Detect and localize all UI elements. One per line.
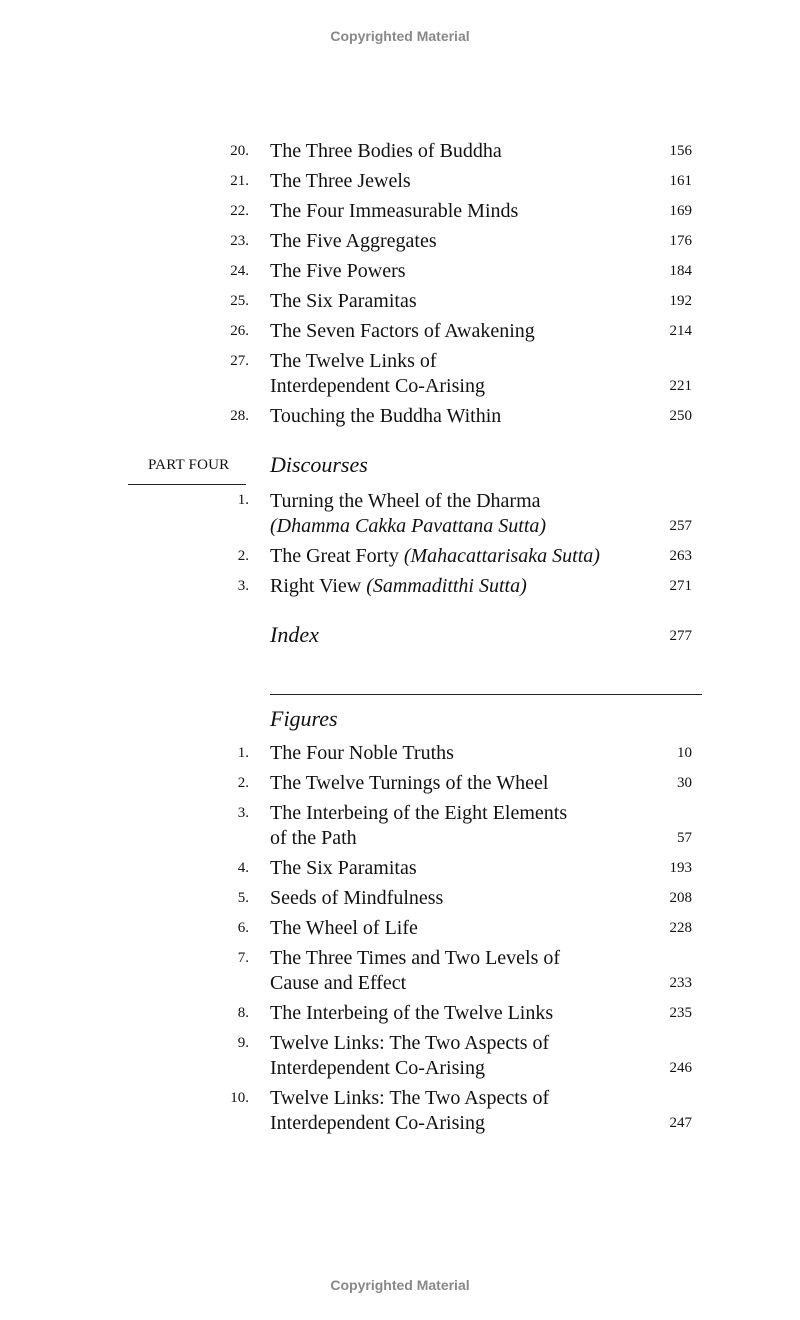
- entry-number: 28.: [230, 408, 249, 424]
- entry-title: of the Path: [270, 827, 357, 849]
- entry-title: The Interbeing of the Twelve Links: [270, 1002, 554, 1024]
- entry-number: 3.: [237, 805, 249, 821]
- entry-title: Interdependent Co-Arising: [270, 1112, 485, 1134]
- entry-number: 21.: [230, 173, 249, 189]
- entry-page: 214: [669, 323, 692, 339]
- entry-title: The Five Aggregates: [270, 230, 437, 252]
- entry-page: 169: [669, 203, 692, 219]
- entry-page: 221: [669, 378, 692, 394]
- entry-title: The Four Immeasurable Minds: [270, 200, 519, 222]
- entry-title: Interdependent Co-Arising: [270, 375, 485, 397]
- entry-number: 2.: [237, 548, 249, 564]
- entry-title: The Six Paramitas: [270, 857, 417, 879]
- figures-title: Figures: [270, 706, 338, 731]
- section-divider: [270, 694, 702, 695]
- entry-title: Seeds of Mindfulness: [270, 887, 444, 909]
- entry-page: 10: [677, 745, 692, 761]
- part-underline: [128, 484, 246, 485]
- entry-page: 247: [669, 1115, 692, 1131]
- entry-title: The Five Powers: [270, 260, 406, 282]
- entry-page: 57: [677, 830, 692, 846]
- entry-page: 156: [669, 143, 692, 159]
- entry-number: 24.: [230, 263, 249, 279]
- entry-number: 5.: [237, 890, 249, 906]
- entry-page: 184: [669, 263, 692, 279]
- entry-page: 257: [669, 518, 692, 534]
- entry-number: 27.: [230, 353, 249, 369]
- entry-title: Interdependent Co-Arising: [270, 1057, 485, 1079]
- entry-number: 10.: [230, 1090, 249, 1106]
- entry-page: 30: [677, 775, 692, 791]
- watermark-top: Copyrighted Material: [330, 28, 470, 44]
- entry-title: The Three Bodies of Buddha: [270, 140, 502, 162]
- entry-page: 233: [669, 975, 692, 991]
- entry-title: The Twelve Links of: [270, 350, 437, 372]
- part-label: PART FOUR: [148, 457, 230, 473]
- entry-page: 161: [669, 173, 692, 189]
- entry-number: 23.: [230, 233, 249, 249]
- entry-number: 1.: [237, 745, 249, 761]
- entry-number: 6.: [237, 920, 249, 936]
- entry-title: Cause and Effect: [270, 972, 407, 994]
- entry-title: The Interbeing of the Eight Elements: [270, 802, 568, 824]
- entry-number: 20.: [230, 143, 249, 159]
- entry-number: 8.: [237, 1005, 249, 1021]
- entry-title: Right View: [270, 575, 362, 597]
- entry-title: The Six Paramitas: [270, 290, 417, 312]
- entry-title: The Great Forty: [270, 545, 399, 567]
- entry-title: Twelve Links: The Two Aspects of: [270, 1087, 550, 1109]
- index-page: 277: [669, 628, 692, 644]
- entry-title: The Three Jewels: [270, 170, 411, 192]
- watermark-bottom: Copyrighted Material: [330, 1277, 470, 1293]
- entry-number: 9.: [237, 1035, 249, 1051]
- entry-subtitle: (Mahacattarisaka Sutta): [403, 545, 600, 567]
- index-title: Index: [270, 622, 319, 647]
- entry-number: 7.: [237, 950, 249, 966]
- entry-subtitle: (Sammaditthi Sutta): [366, 575, 527, 597]
- entry-number: 1.: [237, 492, 249, 508]
- entry-title: The Wheel of Life: [270, 917, 418, 939]
- entry-page: 263: [669, 548, 692, 564]
- entry-number: 3.: [237, 578, 249, 594]
- entry-page: 250: [669, 408, 692, 424]
- entry-title: The Twelve Turnings of the Wheel: [270, 772, 549, 794]
- entry-title: The Seven Factors of Awakening: [270, 320, 535, 342]
- entry-title: Twelve Links: The Two Aspects of: [270, 1032, 550, 1054]
- entry-number: 22.: [230, 203, 249, 219]
- part-title: Discourses: [270, 452, 368, 477]
- entry-page: 176: [669, 233, 692, 249]
- entry-page: 271: [669, 578, 692, 594]
- entry-page: 235: [669, 1005, 692, 1021]
- entry-number: 25.: [230, 293, 249, 309]
- entry-number: 4.: [237, 860, 249, 876]
- entry-title: Turning the Wheel of the Dharma: [270, 490, 541, 512]
- entry-number: 26.: [230, 323, 249, 339]
- entry-page: 192: [669, 293, 692, 309]
- entry-page: 208: [669, 890, 692, 906]
- entry-title: The Three Times and Two Levels of: [270, 947, 561, 969]
- entry-number: 2.: [237, 775, 249, 791]
- entry-title: The Four Noble Truths: [270, 742, 454, 764]
- entry-page: 228: [669, 920, 692, 936]
- entry-page: 246: [669, 1060, 692, 1076]
- entry-page: 193: [669, 860, 692, 876]
- entry-subtitle: (Dhamma Cakka Pavattana Sutta): [270, 515, 547, 537]
- entry-title: Touching the Buddha Within: [270, 405, 502, 427]
